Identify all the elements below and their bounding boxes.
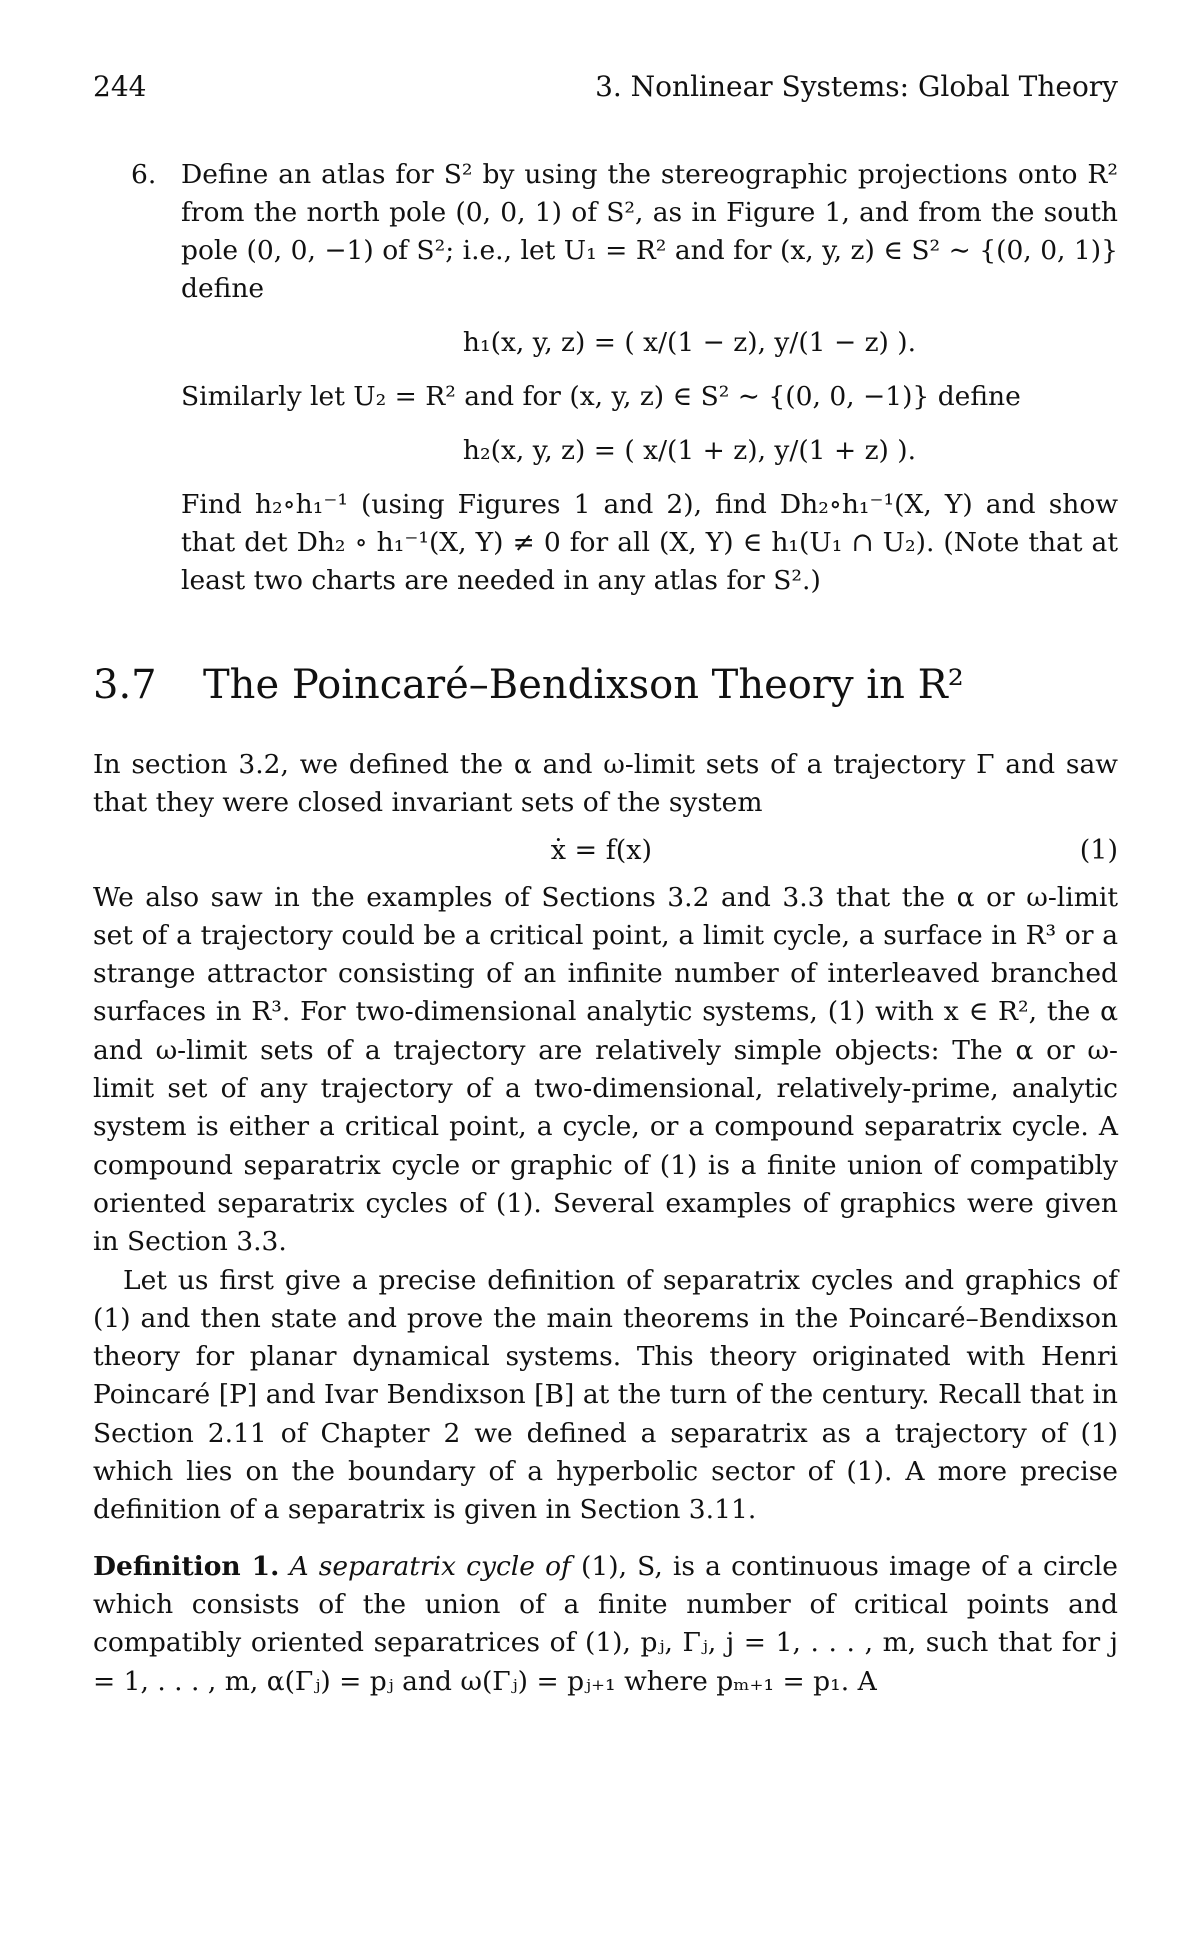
paragraph-3: Let us first give a precise definition of separatrix cycles and graphics of (1) and then state and prove the main theorems in the Poincaré–Bendixson theory for planar dynamical systems. This theory originated with Henri Poincaré [P] and Ivar Bendixson [B] at the turn of the century. Recall that in Section 2.11 of Chapter 2 we defined a separatrix as a trajectory of (1) which lies on the boundary of a hyperbolic sector of (1). A more precise definition of a separatrix is given in Section 3.11. — [93, 1264, 1118, 1526]
running-title: 3. Nonlinear Systems: Global Theory — [595, 70, 1118, 103]
definition-1 — [93, 1548, 1118, 1701]
book-page — [93, 70, 1118, 1701]
exercise-6 — [93, 156, 1118, 600]
running-header — [93, 70, 1118, 110]
definition-term: A separatrix cycle of — [289, 1550, 571, 1582]
equation-1-label: (1) — [1079, 834, 1118, 866]
section-number: 3.7 — [93, 662, 157, 708]
equation-h2: h₂(x, y, z) = ( x/(1 + z), y/(1 + z) ). — [462, 435, 917, 466]
equation-1 — [93, 831, 1118, 871]
section-title: The Poincaré–Bendixson Theory in R² — [203, 662, 964, 708]
exercise-text-3: Find h₂∘h₁⁻¹ (using Figures 1 and 2), find Dh₂∘h₁⁻¹(X, Y) and show that det Dh₂ ∘ h₁⁻¹(X, Y) ≠ 0 for all (X, Y) ∈ h₁(U₁ ∩ U₂). (Note that at least two charts are needed in any atlas for S².) — [181, 489, 1118, 596]
equation-1-body: ẋ = f(x) — [550, 834, 653, 866]
definition-text: (1), S, is a continuous image of a circle which consists of the union of a finite number of critical points and compatibly oriented separatrices of (1), pⱼ, Γⱼ, j = 1, . . . , m, such that for j = 1, . . . , m, α(Γⱼ) = pⱼ and ω(Γⱼ) = pⱼ₊₁ where pₘ₊₁ = p₁. A — [93, 1550, 1118, 1697]
paragraph-1: In section 3.2, we defined the α and ω-limit sets of a trajectory Γ and saw that they were closed invariant sets of the system — [93, 749, 1118, 819]
definition-label: Definition 1. — [93, 1550, 280, 1582]
equation-h1: h₁(x, y, z) = ( x/(1 − z), y/(1 − z) ). — [462, 327, 917, 358]
exercise-text-1: Define an atlas for S² by using the stereographic projections onto R² from the north pole (0, 0, 1) of S², as in Figure 1, and from the south pole (0, 0, −1) of S²; i.e., let U₁ = R² and for (x, y, z) ∈ S² ∼ {(0, 0, 1)} define — [181, 159, 1118, 304]
exercise-text-2: Similarly let U₂ = R² and for (x, y, z) ∈ S² ∼ {(0, 0, −1)} define — [181, 381, 1021, 412]
exercise-number: 6. — [131, 159, 157, 190]
paragraph-2: We also saw in the examples of Sections 3.2 and 3.3 that the α or ω-limit set of a trajectory could be a critical point, a limit cycle, a surface in R³ or a strange attractor consisting of an infinite number of interleaved branched surfaces in R³. For two-dimensional analytic systems, (1) with x ∈ R², the α and ω-limit sets of a trajectory are relatively simple objects: The α or ω-limit set of any trajectory of a two-dimensional, relatively-prime, analytic system is either a critical point, a cycle, or a compound separatrix cycle. A compound separatrix cycle or graphic of (1) is a finite union of compatibly oriented separatrix cycles of (1). Several examples of graphics were given in Section 3.3. — [93, 881, 1118, 1258]
page-number: 244 — [93, 70, 147, 103]
section-heading — [93, 662, 1118, 708]
